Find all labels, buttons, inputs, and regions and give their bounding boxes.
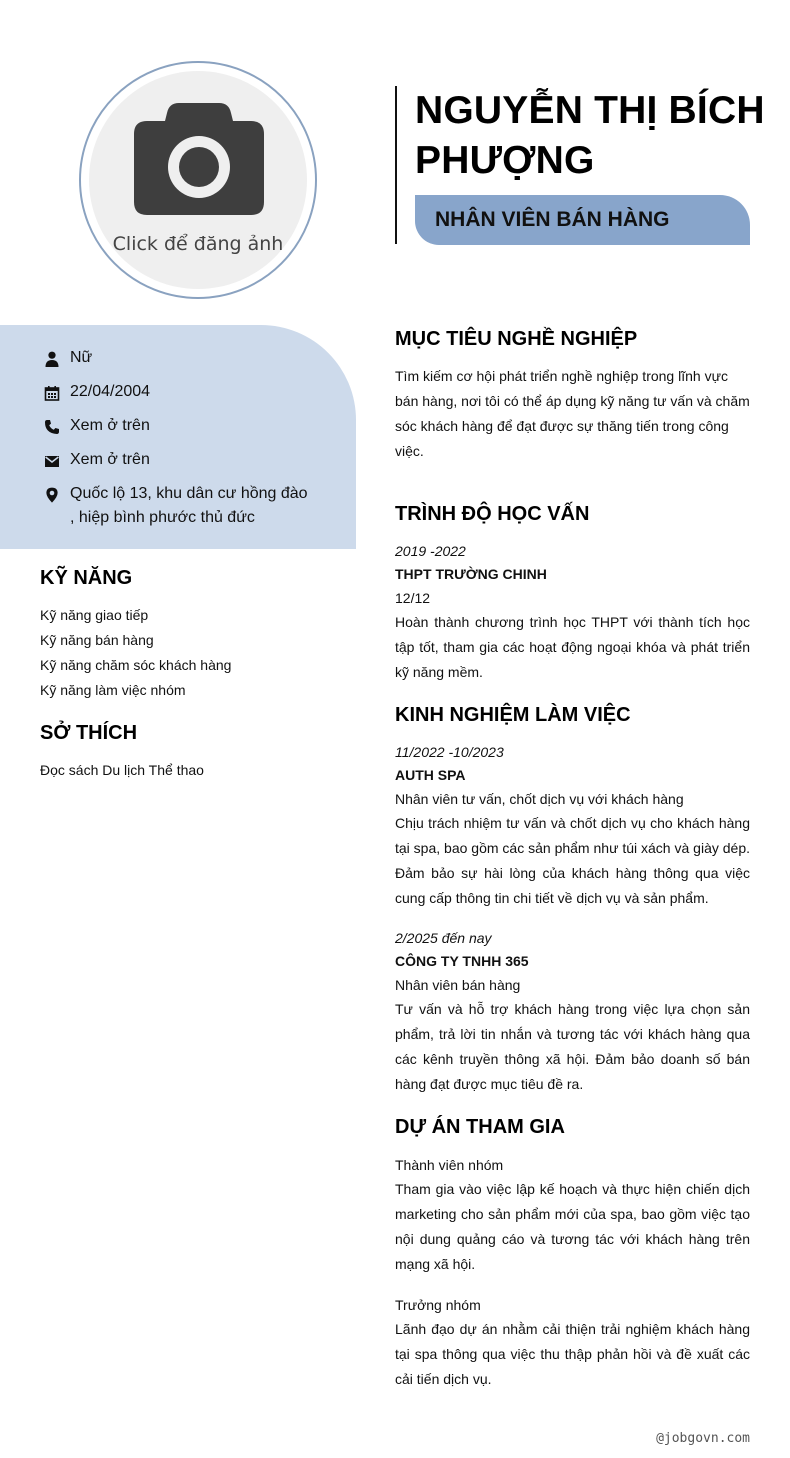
experience-date: 2/2025 đến nay (395, 930, 492, 946)
watermark: @jobgovn.com (656, 1431, 750, 1446)
contact-gender (44, 350, 310, 370)
avatar[interactable] (79, 61, 317, 299)
objective-heading: MỤC TIÊU NGHỀ NGHIỆP (395, 328, 638, 350)
location-pin-icon (44, 487, 60, 503)
education-grade: 12/12 (395, 590, 431, 606)
address-text: Quốc lộ 13, khu dân cư hồng đào , hiệp bình phước thủ đức (70, 485, 308, 526)
objective-text: Tìm kiếm cơ hội phát triển nghề nghiệp trong lĩnh vực bán hàng, nơi tôi có thể áp dụng kỹ năng tư vấn và chăm sóc khách hàng để đạt được sự thăng tiến trong công việc. (395, 368, 750, 459)
gender-text: Nữ (70, 349, 93, 366)
skills-heading: KỸ NĂNG (40, 567, 133, 589)
candidate-name: NGUYỄN THỊ BÍCH PHƯỢNG (415, 89, 765, 182)
birthday-text: 22/04/2004 (70, 383, 151, 400)
person-icon (44, 351, 60, 367)
job-title-badge: NHÂN VIÊN BÁN HÀNG (415, 195, 750, 245)
hobbies-heading: SỞ THÍCH (40, 722, 138, 744)
skill-item: Kỹ năng chăm sóc khách hàng (40, 657, 232, 673)
email-text: Xem ở trên (70, 451, 150, 468)
experience-role: Nhân viên bán hàng (395, 977, 521, 993)
contact-email (44, 452, 310, 472)
experience-description: Tư vấn và hỗ trợ khách hàng trong việc lựa chọn sản phẩm, trả lời tin nhắn và tương tác với khách hàng qua các kênh truyền thông xã hội. Đảm bảo doanh số bán hàng đạt được mục tiêu đề ra. (395, 1001, 750, 1092)
skill-item: Kỹ năng làm việc nhóm (40, 682, 186, 698)
experience-date: 11/2022 -10/2023 (395, 744, 504, 760)
experience-description: Chịu trách nhiệm tư vấn và chốt dịch vụ cho khách hàng tại spa, bao gồm các sản phẩm như túi xách và giày dép. Đảm bảo sự hài lòng của khách hàng thông qua việc cung cấp thông tin chi tiết về dịch vụ và sản phẩm. (395, 815, 750, 906)
experience-heading: KINH NGHIỆM LÀM VIỆC (395, 704, 631, 726)
contact-panel (0, 325, 356, 549)
hobbies-text: Đọc sách Du lịch Thể thao (40, 762, 204, 778)
name-divider (395, 86, 397, 244)
education-text: Hoàn thành chương trình học THPT với thành tích học tập tốt, tham gia các hoạt động ngoại khóa và phát triển kỹ năng mềm. (395, 614, 750, 680)
experience-company: CÔNG TY TNHH 365 (395, 953, 529, 969)
avatar-upload-caption: Click để đăng ảnh (112, 233, 284, 255)
project-description: Tham gia vào việc lập kế hoạch và thực hiện chiến dịch marketing cho sản phẩm mới của spa, bao gồm việc tạo nội dung quảng cáo và tương tác với khách hàng trên mạng xã hội. (395, 1181, 750, 1272)
contact-phone (44, 418, 310, 438)
skill-item: Kỹ năng giao tiếp (40, 607, 149, 623)
experience-company: AUTH SPA (395, 767, 466, 783)
camera-icon (133, 101, 265, 217)
project-role: Trưởng nhóm (395, 1297, 481, 1313)
projects-heading: DỰ ÁN THAM GIA (395, 1116, 565, 1138)
phone-text: Xem ở trên (70, 417, 150, 434)
skill-item: Kỹ năng bán hàng (40, 632, 154, 648)
education-date: 2019 -2022 (395, 543, 466, 559)
envelope-icon (44, 453, 60, 469)
project-description: Lãnh đạo dự án nhằm cải thiện trải nghiệm khách hàng tại spa thông qua việc thu thập phản hồi và đề xuất các cải tiến dịch vụ. (395, 1321, 750, 1387)
experience-role: Nhân viên tư vấn, chốt dịch vụ với khách hàng (395, 791, 684, 807)
phone-icon (44, 419, 60, 435)
education-heading: TRÌNH ĐỘ HỌC VẤN (395, 503, 590, 525)
project-role: Thành viên nhóm (395, 1157, 504, 1173)
calendar-icon (44, 385, 60, 401)
education-school: THPT TRƯỜNG CHINH (395, 566, 547, 582)
avatar-placeholder[interactable] (89, 71, 307, 289)
contact-address (44, 486, 310, 530)
contact-birthday (44, 384, 310, 404)
